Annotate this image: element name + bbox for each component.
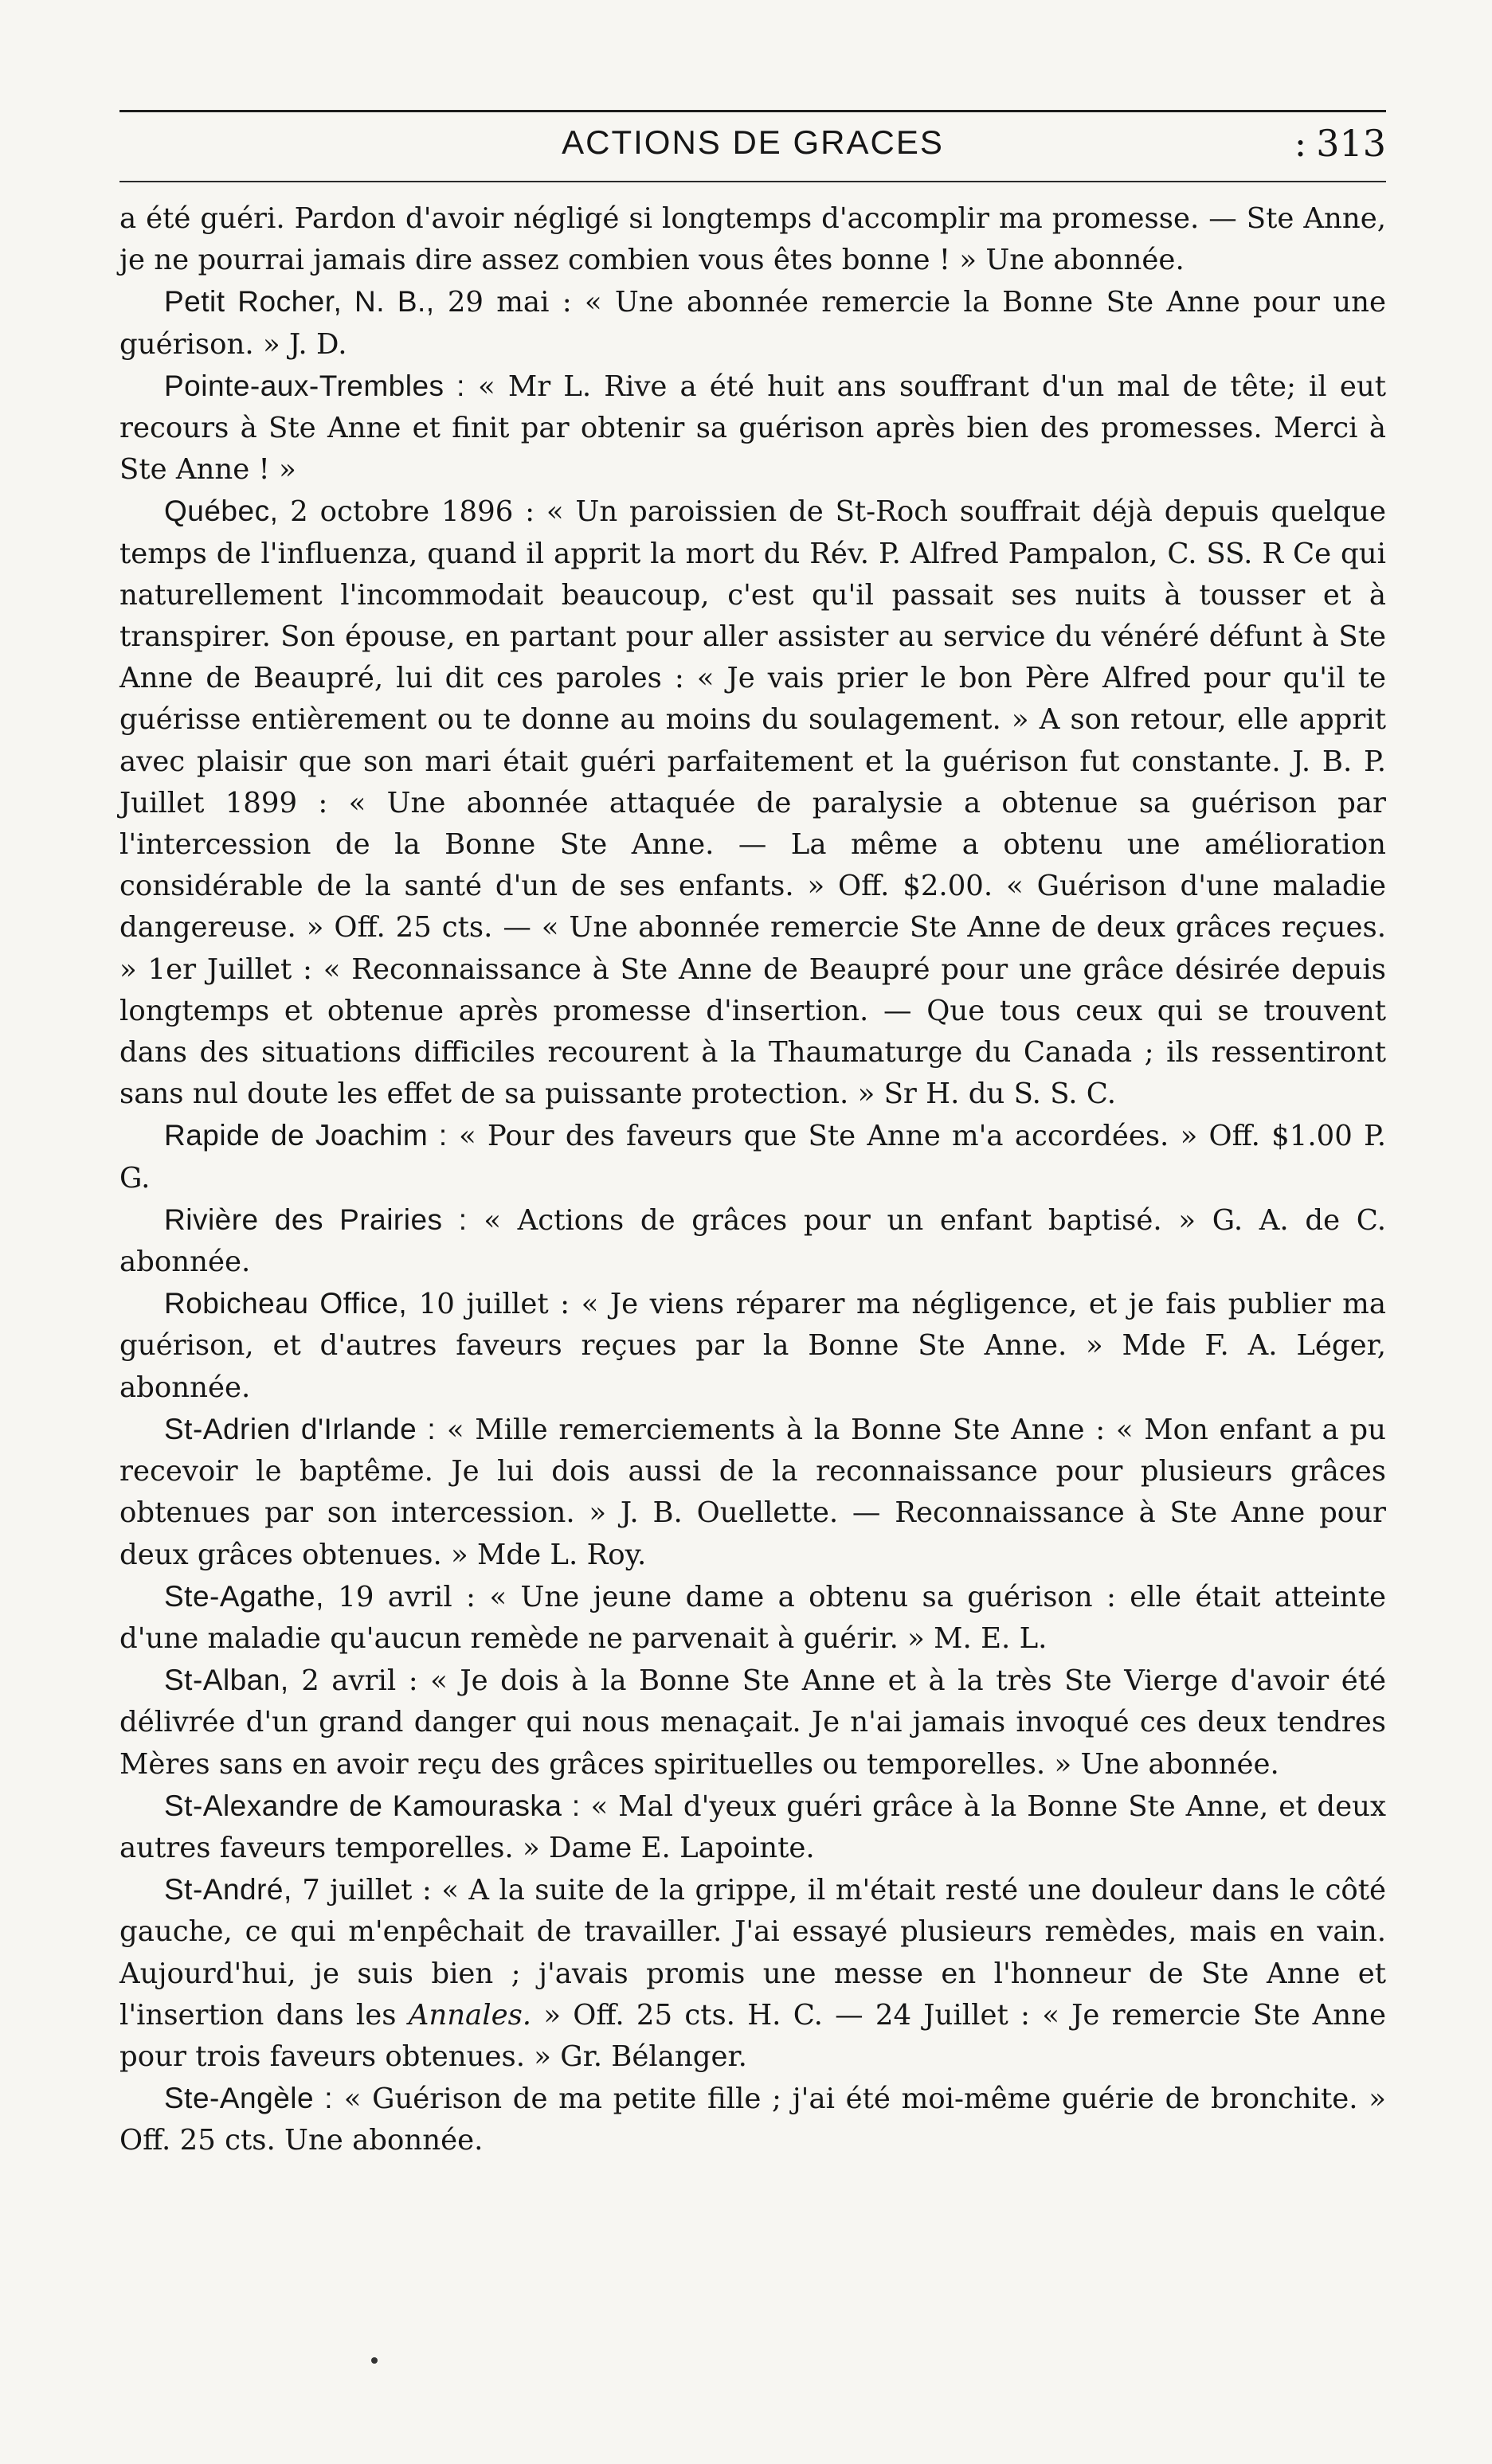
entry-st-andre [119,1869,1386,2078]
entry-text: 2 octobre 1896 : « Un paroissien de St-Roch souffrait déjà depuis quelque temps de l'influenza, quand il apprit la mort du Rév. P. Alfred Pampalon, C. SS. R Ce qui naturellement l'incommodait beaucoup, c'est qu'il passait ses nuits à tousser et à transpirer. Son épouse, en partant pour aller assister au service du vénéré défunt à Ste Anne de Beaupré, lui dit ces paroles : « Je vais prier le bon Père Alfred pour qu'il te guérisse entièrement ou te donne au moins du soulagement. » A son retour, elle apprit avec plaisir que son mari était guéri parfaitement et la guérison fut constante. J. B. P. Juillet 1899 : « Une abonnée attaquée de paralysie a obtenue sa guérison par l'intercession de la Bonne Ste Anne. — La même a obtenu une amélioration considérable de la santé d'un de ses enfants. » Off. $2.00. « Guérison d'une maladie dangereuse. » Off. 25 cts. — « Une abonnée remercie Ste Anne de deux grâces reçues. » 1er Juillet : « Reconnaissance à Ste Anne de Beaupré pour une grâce désirée depuis longtemps et obtenue après promesse d'insertion. — Que tous ceux qui se trouvent dans des situations difficiles recourent à la Thaumaturge du Canada ; ils ressentiront sans nul doute les effet de sa puissante protection. » Sr H. du S. S. C. [119,495,1386,1111]
place-name: St-André, [164,1873,292,1907]
entry-riviere-des-prairies [119,1199,1386,1283]
entry-quebec [119,491,1386,1115]
place-name: Québec, [164,495,279,528]
paragraph-continuation [119,198,1386,281]
entry-text: 19 avril : « Une jeune dame a obtenu sa guérison : elle était atteinte d'une maladie qu'aucun remède ne parvenait à guérir. » M. E. L. [119,1580,1386,1655]
entry-pointe-aux-trembles [119,366,1386,491]
entry-text: « Mille remerciements à la Bonne Ste Anne : « Mon enfant a pu recevoir le baptême. Je lui dois aussi de la reconnaissance pour plusieurs grâces obtenues par son intercession. » J. B. Ouellette. — Reconnaissance à Ste Anne pour deux grâces obtenues. » Mde L. Roy. [119,1413,1386,1571]
entry-robicheau-office [119,1283,1386,1409]
entry-text: 29 mai : « Une abonnée remercie la Bonne Ste Anne pour une guérison. » J. D. [119,286,1386,361]
entry-rapide-de-joachim [119,1115,1386,1199]
entry-text: « Guérison de ma petite fille ; j'ai été moi-même guérie de bronchite. » Off. 25 cts. Une abonnée. [119,2083,1386,2157]
entry-st-alban [119,1660,1386,1785]
entry-text: 10 juillet : « Je viens réparer ma négligence, et je fais publier ma guérison, et d'autres faveurs reçues par la Bonne Ste Anne. » Mde F. A. Léger, abonnée. [119,1288,1387,1404]
entry-ste-agathe [119,1576,1386,1660]
journal-title: Annales. [408,1998,532,2032]
ink-dot [371,2357,378,2364]
entry-text-after: » Off. 25 cts. H. C. — 24 Juillet : « Je remercie Ste Anne pour trois faveurs obtenues. » Gr. Bélanger. [119,1998,1386,2073]
entry-text: « Pour des faveurs que Ste Anne m'a accordées. » Off. $1.00 P. G. [119,1120,1386,1195]
page-number: 313 [1316,122,1386,165]
entry-ste-angele [119,2078,1386,2161]
place-name: Pointe-aux-Trembles : [164,369,465,402]
running-title: ACTIONS DE GRACES [562,123,944,161]
header-rule [119,181,1386,182]
entry-text: « Mr L. Rive a été huit ans souffrant d'un mal de tête; il eut recours à Ste Anne et finit par obtenir sa guérison après bien des promesses. Merci à Ste Anne ! » [119,370,1386,487]
entry-st-alexandre [119,1785,1386,1869]
place-name: Robicheau Office, [164,1287,408,1320]
place-name: Petit Rocher, N. B., [164,285,435,319]
place-name: Ste-Agathe, [164,1579,324,1613]
entry-text: « Mal d'yeux guéri grâce à la Bonne Ste Anne, et deux autres faveurs temporelles. » Dame E. Lapointe. [119,1789,1386,1864]
entry-text: 2 avril : « Je dois à la Bonne Ste Anne et à la très Ste Vierge d'avoir été délivrée d'un grand danger qui nous menaçait. Je n'ai jamais invoqué ces deux tendres Mères sans en avoir reçu des grâces spirituelles ou temporelles. » Une abonnée. [119,1664,1386,1781]
place-name: St-Alexandre de Kamouraska : [164,1789,581,1822]
place-name: Rapide de Joachim : [164,1119,448,1152]
entry-text: 7 juillet : « A la suite de la grippe, il m'était resté une douleur dans le côté gauche, ce qui m'enpêchait de travailler. J'ai essayé plusieurs remèdes, mais en vain. Aujourd'hui, je suis bien ; j'avais promis une messe en l'honneur de Ste Anne et l'insertion dans les [119,1874,1386,2032]
page [119,110,1386,2162]
entry-st-adrien [119,1409,1386,1576]
entry-text: « Actions de grâces pour un enfant baptisé. » G. A. de C. abonnée. [119,1203,1386,1279]
entry-petit-rocher [119,281,1386,365]
page-number-block [1294,122,1386,165]
entry-text: a été guéri. Pardon d'avoir négligé si longtemps d'accomplir ma promesse. — Ste Anne, je ne pourrai jamais dire assez combien vous êtes bonne ! » Une abonnée. [119,202,1386,277]
body-text [119,198,1386,2162]
header-separator: : [1294,122,1307,165]
running-header [119,112,1386,181]
place-name: Ste-Angèle : [164,2082,334,2115]
place-name: Rivière des Prairies : [164,1203,468,1236]
place-name: St-Adrien d'Irlande : [164,1412,437,1445]
place-name: St-Alban, [164,1664,289,1697]
